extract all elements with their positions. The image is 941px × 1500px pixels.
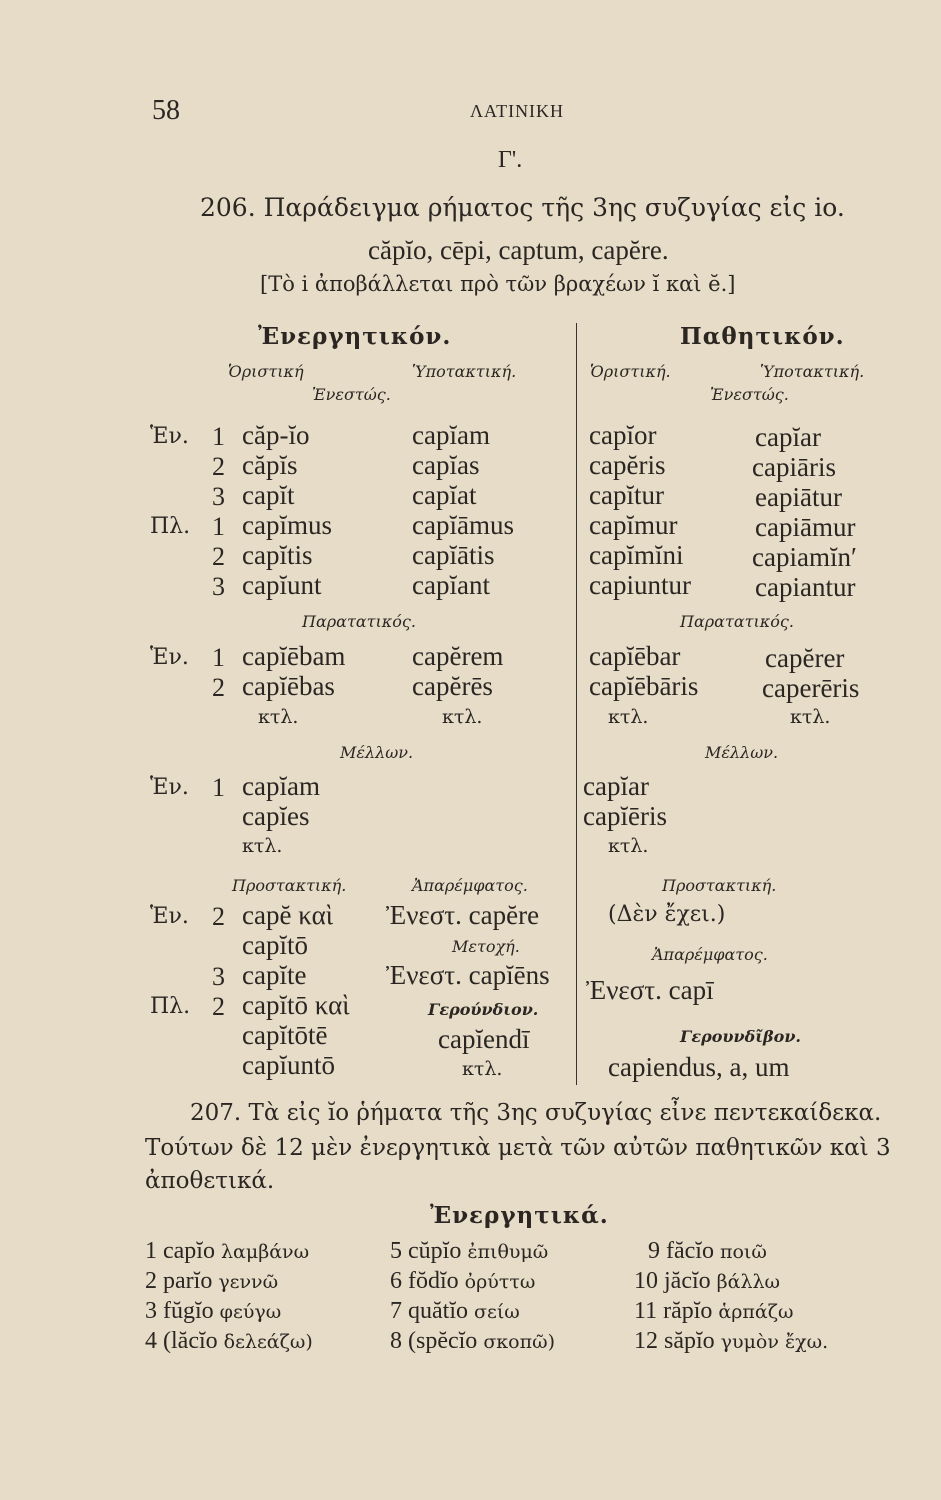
- subjunctive-form: caperēris: [762, 673, 860, 703]
- list-item: 3 fŭgĭo φεύγω: [145, 1298, 282, 1324]
- indicative-form: căp-ĭo: [242, 420, 310, 450]
- list-item: 2 parĭo γεννῶ: [145, 1268, 279, 1294]
- page-number: 58: [152, 95, 180, 126]
- subjunctive-form: capiantur: [755, 572, 856, 602]
- subjunctive-form: capĭar: [755, 422, 821, 452]
- subjunctive-form: capĭam: [412, 420, 490, 450]
- gerund-form: capĭendī: [438, 1024, 530, 1054]
- passive-future-label: Μέλλων.: [705, 743, 779, 762]
- indicative-form: capĭmĭni: [589, 540, 684, 570]
- person-number: 2: [212, 992, 225, 1021]
- ktl-abbrev: κτλ.: [608, 706, 649, 728]
- imperative-form: capĭte: [242, 960, 307, 990]
- paragraph-207-line-3: ἀποθετικά.: [145, 1168, 275, 1194]
- running-title: ΛΑΤΙΝΙΚΗ: [470, 101, 565, 121]
- list-item: 1 capĭo λαμβάνω: [145, 1238, 310, 1264]
- infinitive-form: Ἐνεστ. capī: [586, 975, 714, 1005]
- active-gerund-label: Γερούνδιον.: [428, 1000, 539, 1019]
- passive-title: Παθητικόν.: [680, 323, 845, 350]
- list-item: 4 (lăcĭo δελεάζω): [145, 1328, 313, 1354]
- ktl-abbrev: κτλ.: [242, 835, 283, 857]
- indicative-form: capĭmur: [589, 510, 678, 540]
- person-number: 3: [212, 962, 225, 991]
- imperative-form: capĭtōtē: [242, 1020, 328, 1050]
- active-infinitive-label: Ἀπαρέμφατος.: [412, 876, 528, 895]
- list-item: 8 (spĕcĭo σκοπῶ): [390, 1328, 555, 1354]
- subjunctive-form: capĕrēs: [412, 671, 493, 701]
- passive-imperfect-label: Παρατατικός.: [680, 612, 794, 631]
- number-label: Πλ.: [150, 514, 191, 539]
- active-participle-label: Μετοχή.: [452, 937, 520, 956]
- person-number: 3: [212, 572, 225, 601]
- active-subjunctive-label: Ὑποτακτική.: [412, 362, 517, 381]
- imperative-form: capĕ καὶ: [242, 900, 333, 930]
- paragraph-207-line-2: Τούτων δὲ 12 μὲν ἐνεργητικὰ μετὰ τῶν αὐτῶν παθητικῶν καὶ 3: [145, 1135, 891, 1161]
- subjunctive-form: capiāmur: [755, 512, 856, 542]
- indicative-form: capĭēbar: [589, 641, 681, 671]
- indicative-form: capĭor: [589, 420, 657, 450]
- list-item: 5 cŭpĭo ἐπιθυμῶ: [390, 1238, 549, 1264]
- ktl-abbrev: κτλ.: [462, 1058, 503, 1080]
- active-verbs-title: Ἐνεργητικά.: [430, 1202, 609, 1229]
- subjunctive-form: capiamĭnʹ: [752, 542, 857, 572]
- person-number: 2: [212, 902, 225, 931]
- number-label: Ἑν.: [150, 424, 189, 449]
- indicative-form: capĕris: [589, 450, 666, 480]
- indicative-form: capĭam: [242, 771, 320, 801]
- number-label: Ἑν.: [150, 775, 189, 800]
- imperative-form: capĭuntō: [242, 1050, 335, 1080]
- indicative-form: capĭtis: [242, 540, 313, 570]
- person-number: 1: [212, 512, 225, 541]
- indicative-form: capĭtur: [589, 480, 664, 510]
- intro-note: [Τὸ i ἀποβάλλεται πρὸ τῶν βραχέων ĭ καὶ ĕ.]: [260, 272, 736, 296]
- person-number: 1: [212, 773, 225, 802]
- person-number: 2: [212, 452, 225, 481]
- list-item: 6 fŏdĭo ὀρύττω: [390, 1268, 536, 1294]
- subjunctive-form: capĕrem: [412, 641, 504, 671]
- indicative-form: capĭmus: [242, 510, 332, 540]
- indicative-form: capĭt: [242, 480, 295, 510]
- participle-form: Ἐνεστ. capĭēns: [386, 960, 550, 990]
- ktl-abbrev: κτλ.: [608, 835, 649, 857]
- number-label: Ἑν.: [150, 645, 189, 670]
- indicative-form: capĭar: [583, 771, 649, 801]
- indicative-form: capĭunt: [242, 570, 322, 600]
- passive-gerundive-label: Γερουνδῖβον.: [680, 1027, 801, 1046]
- number-label: Πλ.: [150, 994, 191, 1019]
- infinitive-form: Ἐνεστ. capĕre: [386, 900, 540, 930]
- list-item: 12 săpĭo γυμὸν ἔχω.: [634, 1328, 829, 1354]
- ktl-abbrev: κτλ.: [258, 706, 299, 728]
- para-heading: Παράδειγμα ρήματος τῆς 3ης συζυγίας εἰς io.: [263, 193, 845, 222]
- subjunctive-form: eapiātur: [755, 482, 842, 512]
- section-heading: Γ'.: [498, 147, 523, 173]
- indicative-form: capĭes: [242, 801, 310, 831]
- active-imperative-label: Προστακτική.: [232, 876, 347, 895]
- passive-present-label: Ἐνεστώς.: [710, 385, 789, 404]
- passive-imperative-label: Προστακτική.: [662, 876, 777, 895]
- person-number: 1: [212, 422, 225, 451]
- passive-indicative-label: Ὁριστική.: [590, 362, 671, 381]
- indicative-form: capĭēbas: [242, 671, 335, 701]
- paragraph-206-heading: [200, 193, 845, 222]
- ktl-abbrev: κτλ.: [442, 706, 483, 728]
- indicative-form: capĭēbam: [242, 641, 346, 671]
- subjunctive-form: capĭāmus: [412, 510, 514, 540]
- passive-subjunctive-label: Ὑποτακτική.: [760, 362, 865, 381]
- column-divider: [576, 323, 577, 1085]
- number-label: Ἑν.: [150, 904, 189, 929]
- indicative-form: capiuntur: [589, 570, 691, 600]
- indicative-form: căpĭs: [242, 450, 298, 480]
- active-imperfect-label: Παρατατικός.: [302, 612, 416, 631]
- para-number: 206.: [200, 193, 256, 222]
- passive-infinitive-label: Ἀπαρέμφατος.: [652, 945, 768, 964]
- person-number: 3: [212, 482, 225, 511]
- person-number: 2: [212, 542, 225, 571]
- subjunctive-form: capiāris: [752, 452, 836, 482]
- active-present-label: Ἐνεστώς.: [312, 385, 391, 404]
- indicative-form: capĭēbāris: [589, 671, 699, 701]
- gerundive-form: capiendus, a, um: [608, 1052, 790, 1082]
- list-item: 11 răpĭo ἁρπάζω: [634, 1298, 794, 1324]
- imperative-form: capĭtō: [242, 930, 308, 960]
- subjunctive-form: capĭātis: [412, 540, 495, 570]
- subjunctive-form: capĕrer: [765, 643, 845, 673]
- person-number: 1: [212, 643, 225, 672]
- imperative-form: capĭtō καὶ: [242, 990, 350, 1020]
- paragraph-207-line-1: 207. Τὰ εἰς ĭo ῥήματα τῆς 3ης συζυγίας εἶνε πεντεκαίδεκα.: [190, 1100, 882, 1126]
- principal-parts: căpĭo, cēpi, captum, capĕre.: [368, 235, 669, 265]
- person-number: 2: [212, 673, 225, 702]
- active-indicative-label: Ὁριστική: [228, 362, 304, 381]
- subjunctive-form: capĭant: [412, 570, 490, 600]
- indicative-form: capĭēris: [583, 801, 667, 831]
- subjunctive-form: capĭat: [412, 480, 477, 510]
- list-item: 9 făcĭo ποιῶ: [648, 1238, 767, 1264]
- ktl-abbrev: κτλ.: [790, 706, 831, 728]
- active-title: Ἐνεργητικόν.: [258, 323, 452, 350]
- active-future-label: Μέλλων.: [340, 743, 414, 762]
- imperative-note: (Δὲν ἔχει.): [608, 902, 726, 927]
- list-item: 10 jăcĭo βάλλω: [634, 1268, 781, 1294]
- subjunctive-form: capĭas: [412, 450, 480, 480]
- list-item: 7 quătĭo σείω: [390, 1298, 520, 1324]
